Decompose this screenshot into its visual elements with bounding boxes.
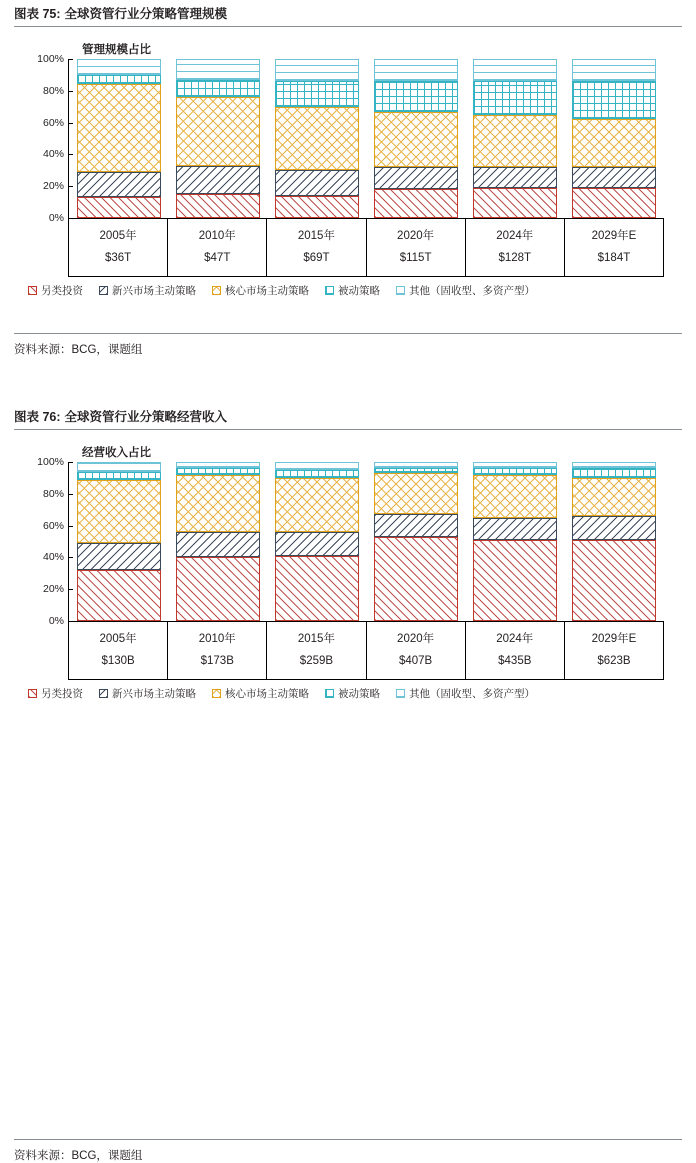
legend-label-alternative: 另类投资 — [41, 285, 83, 297]
x-axis-total: $623B — [597, 654, 631, 667]
bar-segment-passive — [77, 75, 161, 85]
bar-segment-core-active — [374, 112, 458, 168]
legend-swatch-alternative — [28, 286, 37, 295]
stacked-bar — [275, 59, 359, 218]
x-axis-category: 2029年E — [591, 632, 637, 645]
bar-segment-alternative — [275, 556, 359, 621]
bar-segment-emerging-active — [572, 167, 656, 188]
y-tick-0: 0% — [49, 212, 69, 224]
x-axis-total: $435B — [498, 654, 532, 667]
bar-segment-emerging-active — [77, 172, 161, 197]
y-tick-80: 80% — [43, 85, 69, 97]
bar-segment-other — [275, 59, 359, 81]
legend-item-emerging-active — [99, 283, 196, 298]
legend-swatch-passive — [325, 689, 334, 698]
stacked-bar — [374, 462, 458, 621]
x-axis-category: 2015年 — [297, 632, 335, 645]
stacked-bar — [77, 462, 161, 621]
figure-76-title-bar — [14, 403, 682, 430]
x-axis-cell — [367, 622, 466, 679]
figure-75-x-axis-labels — [68, 219, 664, 277]
x-axis-total: $69T — [303, 251, 330, 264]
x-axis-total: $130B — [101, 654, 135, 667]
x-axis-category: 2029年E — [591, 229, 637, 242]
figure-75-legend — [28, 283, 678, 298]
stacked-bar — [572, 59, 656, 218]
legend-label-other: 其他（固收型、多资产型） — [409, 285, 535, 297]
bar-segment-emerging-active — [473, 167, 557, 188]
stacked-bar — [572, 462, 656, 621]
bar-segment-alternative — [473, 188, 557, 218]
bar-segment-core-active — [275, 478, 359, 532]
bar-segment-passive — [374, 81, 458, 111]
bar-segment-other — [572, 59, 656, 81]
x-axis-cell — [466, 219, 565, 276]
x-axis-total: $115T — [399, 251, 432, 264]
bar-segment-other — [77, 59, 161, 75]
x-axis-cell — [267, 622, 366, 679]
legend-item-emerging-active — [99, 686, 196, 701]
bar-segment-emerging-active — [275, 170, 359, 195]
bar-segment-passive — [176, 80, 260, 97]
figure-76-source: 资料来源：BCG，课题组 — [14, 1139, 682, 1163]
x-axis-category: 2005年 — [99, 229, 137, 242]
bar-segment-alternative — [374, 189, 458, 218]
x-axis-cell — [565, 622, 664, 679]
stacked-bar — [77, 59, 161, 218]
legend-label-emerging-active: 新兴市场主动策略 — [112, 285, 196, 297]
y-tick-100: 100% — [37, 53, 69, 65]
bar-segment-alternative — [473, 540, 557, 621]
stacked-bar — [275, 462, 359, 621]
bar-segment-other — [275, 462, 359, 470]
legend-label-emerging-active: 新兴市场主动策略 — [112, 688, 196, 700]
bar-segment-alternative — [275, 196, 359, 218]
figure-75-chart — [0, 37, 696, 297]
bar-segment-core-active — [275, 107, 359, 171]
x-axis-category: 2020年 — [397, 229, 435, 242]
bar-segment-passive — [77, 472, 161, 480]
bar-segment-core-active — [572, 478, 656, 516]
y-tick-40: 40% — [43, 148, 69, 160]
bar-segment-core-active — [176, 97, 260, 165]
bar-segment-alternative — [572, 188, 656, 218]
x-axis-category: 2010年 — [198, 229, 236, 242]
x-axis-category: 2024年 — [496, 632, 534, 645]
legend-label-other: 其他（固收型、多资产型） — [409, 688, 535, 700]
x-axis-total: $173B — [200, 654, 234, 667]
bar-segment-passive — [275, 81, 359, 106]
legend-swatch-other — [396, 689, 405, 698]
legend-swatch-passive — [325, 286, 334, 295]
y-tick-20: 20% — [43, 583, 69, 595]
x-axis-total: $407B — [398, 654, 433, 667]
bar-segment-emerging-active — [77, 543, 161, 570]
legend-item-core-active — [212, 283, 309, 298]
x-axis-category: 2020年 — [397, 632, 435, 645]
bar-segment-core-active — [473, 475, 557, 518]
legend-label-passive: 被动策略 — [338, 688, 380, 700]
figure-76 — [0, 403, 696, 1162]
figure-75-number: 图表 75: — [14, 7, 61, 21]
y-tick-40: 40% — [43, 551, 69, 563]
legend-swatch-core-active — [212, 689, 221, 698]
figure-76-x-axis-labels — [68, 622, 664, 680]
x-axis-total: $184T — [597, 251, 631, 264]
figure-76-axis-title: 经营收入占比 — [82, 447, 151, 459]
bar-segment-other — [473, 59, 557, 81]
x-axis-cell — [68, 622, 168, 679]
x-axis-total: $259B — [299, 654, 334, 667]
legend-label-core-active: 核心市场主动策略 — [225, 688, 309, 700]
figure-76-chart — [0, 440, 696, 700]
bar-segment-emerging-active — [374, 514, 458, 536]
y-tick-60: 60% — [43, 117, 69, 129]
bar-segment-emerging-active — [176, 166, 260, 195]
bar-segment-alternative — [572, 540, 656, 621]
y-tick-0: 0% — [49, 615, 69, 627]
bar-segment-passive — [275, 470, 359, 478]
legend-item-passive — [325, 686, 380, 701]
legend-item-alternative — [28, 283, 83, 298]
x-axis-cell — [565, 219, 664, 276]
x-axis-cell — [367, 219, 466, 276]
x-axis-category: 2015年 — [297, 229, 335, 242]
bar-segment-passive — [572, 468, 656, 478]
x-axis-total: $128T — [498, 251, 532, 264]
legend-label-alternative: 另类投资 — [41, 688, 83, 700]
x-axis-total: $36T — [104, 251, 132, 264]
bar-segment-core-active — [374, 473, 458, 514]
bar-segment-emerging-active — [473, 518, 557, 540]
legend-swatch-alternative — [28, 689, 37, 698]
figure-75-source: 资料来源：BCG，课题组 — [14, 333, 682, 357]
bar-segment-core-active — [176, 475, 260, 532]
figure-75-plot — [37, 53, 664, 224]
y-tick-80: 80% — [43, 488, 69, 500]
legend-swatch-emerging-active — [99, 286, 108, 295]
x-axis-cell — [68, 219, 168, 276]
legend-item-passive — [325, 283, 380, 298]
bar-segment-alternative — [374, 537, 458, 621]
legend-swatch-emerging-active — [99, 689, 108, 698]
x-axis-category: 2010年 — [198, 632, 236, 645]
legend-swatch-core-active — [212, 286, 221, 295]
y-tick-20: 20% — [43, 180, 69, 192]
figure-76-legend — [28, 686, 678, 701]
bar-segment-other — [176, 59, 260, 80]
bar-segment-alternative — [176, 557, 260, 621]
bar-segment-core-active — [473, 115, 557, 167]
bar-segment-other — [77, 462, 161, 472]
bar-segment-emerging-active — [275, 532, 359, 556]
figure-75-title: 全球资管行业分策略管理规模 — [64, 7, 228, 21]
bar-segment-alternative — [77, 570, 161, 621]
x-axis-total: $47T — [204, 251, 231, 264]
bar-segment-alternative — [77, 197, 161, 218]
stacked-bar — [473, 462, 557, 621]
bar-segment-emerging-active — [374, 167, 458, 189]
legend-label-passive: 被动策略 — [338, 285, 380, 297]
figure-75-axis-title: 管理规模占比 — [82, 44, 151, 56]
x-axis-cell — [168, 219, 267, 276]
figure-75-bars — [69, 59, 664, 218]
bar-segment-emerging-active — [572, 516, 656, 540]
figure-75 — [0, 0, 696, 356]
bar-segment-passive — [572, 81, 656, 119]
stacked-bar — [176, 59, 260, 218]
stacked-bar — [176, 462, 260, 621]
figure-76-plot — [37, 456, 664, 627]
legend-swatch-other — [396, 286, 405, 295]
bar-segment-other — [374, 59, 458, 81]
figure-76-bars — [69, 462, 664, 621]
bar-segment-alternative — [176, 194, 260, 218]
bar-segment-core-active — [572, 119, 656, 167]
x-axis-cell — [466, 622, 565, 679]
x-axis-cell — [168, 622, 267, 679]
bar-segment-passive — [473, 81, 557, 114]
x-axis-category: 2005年 — [99, 632, 137, 645]
y-tick-60: 60% — [43, 520, 69, 532]
x-axis-cell — [267, 219, 366, 276]
legend-item-core-active — [212, 686, 309, 701]
stacked-bar — [473, 59, 557, 218]
figure-75-title-bar — [14, 0, 682, 27]
bar-segment-core-active — [77, 84, 161, 171]
stacked-bar — [374, 59, 458, 218]
legend-item-other — [396, 686, 535, 701]
bar-segment-core-active — [77, 480, 161, 544]
legend-item-other — [396, 283, 535, 298]
figure-76-number: 图表 76: — [14, 410, 61, 424]
figure-76-title: 全球资管行业分策略经营收入 — [64, 410, 228, 424]
y-tick-100: 100% — [37, 456, 69, 468]
x-axis-category: 2024年 — [496, 229, 534, 242]
legend-item-alternative — [28, 686, 83, 701]
bar-segment-emerging-active — [176, 532, 260, 557]
legend-label-core-active: 核心市场主动策略 — [225, 285, 309, 297]
